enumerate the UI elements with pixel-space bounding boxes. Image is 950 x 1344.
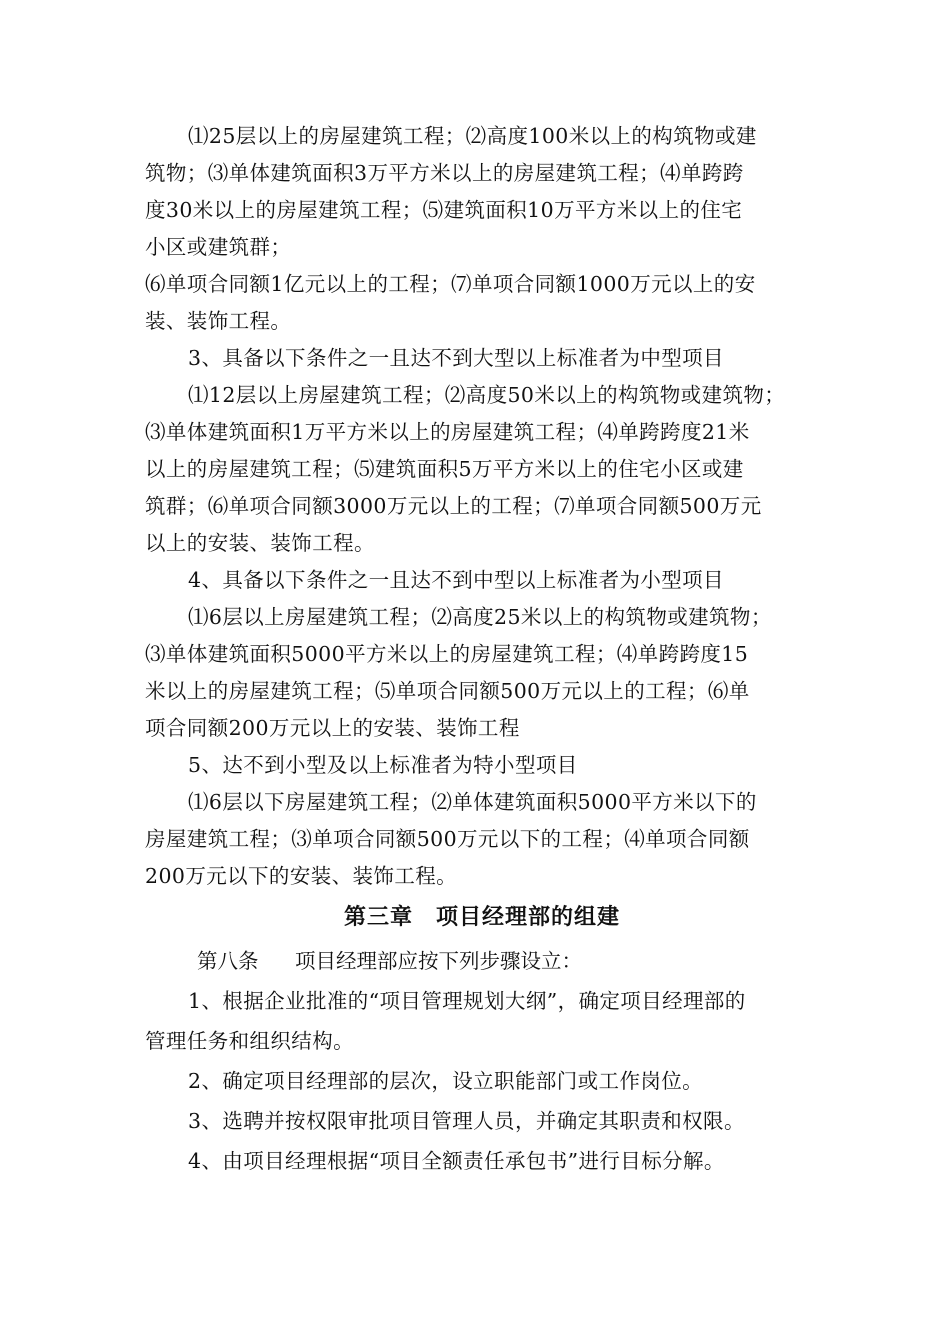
medium-criteria-line: 以上的安装、装饰工程。: [145, 531, 375, 555]
article-step: 1、根据企业批准的“项目管理规划大纲”，确定项目经理部的: [188, 989, 746, 1013]
document-body: [145, 118, 815, 1181]
article-step: 3、选聘并按权限审批项目管理人员，并确定其职责和权限。: [188, 1109, 745, 1133]
extra-small-criteria-line: 200万元以下的安装、装饰工程。: [145, 864, 458, 888]
small-project-heading: 4、具备以下条件之一且达不到中型以上标准者为小型项目: [188, 568, 724, 592]
large-criteria-line: 装、装饰工程。: [145, 309, 292, 333]
extra-small-criteria-line: 房屋建筑工程；⑶单项合同额500万元以下的工程；⑷单项合同额: [145, 827, 750, 851]
extra-small-criteria-line: ⑴6层以下房屋建筑工程；⑵单体建筑面积5000平方米以下的: [188, 790, 757, 814]
large-criteria-line: ⑹单项合同额1亿元以上的工程；⑺单项合同额1000万元以上的安: [145, 272, 756, 296]
extra-small-project-heading: 5、达不到小型及以上标准者为特小型项目: [188, 753, 578, 777]
article-step: 2、确定项目经理部的层次，设立职能部门或工作岗位。: [188, 1069, 704, 1093]
chapter-title: 第三章 项目经理部的组建: [343, 905, 620, 930]
medium-criteria-line: 以上的房屋建筑工程；⑸建筑面积5万平方米以上的住宅小区或建: [145, 457, 744, 481]
large-criteria-line: 度30米以上的房屋建筑工程；⑸建筑面积10万平方米以上的住宅: [145, 198, 743, 222]
article-number: 第八条: [197, 949, 259, 973]
article-step: 管理任务和组织结构。: [145, 1029, 354, 1053]
article-heading: [145, 941, 815, 981]
small-criteria-line: ⑶单体建筑面积5000平方米以上的房屋建筑工程；⑷单跨跨度15: [145, 642, 749, 666]
medium-project-heading: 3、具备以下条件之一且达不到大型以上标准者为中型项目: [188, 346, 724, 370]
small-criteria-line: ⑴6层以上房屋建筑工程；⑵高度25米以上的构筑物或建筑物；: [188, 605, 772, 629]
small-criteria-line: 项合同额200万元以上的安装、装饰工程: [145, 716, 520, 740]
article-text: 项目经理部应按下列步骤设立：: [295, 949, 582, 973]
large-criteria-line: 小区或建筑群；: [145, 235, 292, 259]
medium-criteria-line: ⑶单体建筑面积1万平方米以上的房屋建筑工程；⑷单跨跨度21米: [145, 420, 750, 444]
article-step: 4、由项目经理根据“项目全额责任承包书”进行目标分解。: [188, 1149, 725, 1173]
small-criteria-line: 米以上的房屋建筑工程；⑸单项合同额500万元以上的工程；⑹单: [145, 679, 750, 703]
large-criteria-line: 筑物；⑶单体建筑面积3万平方米以上的房屋建筑工程；⑷单跨跨: [145, 161, 744, 185]
medium-criteria-line: ⑴12层以上房屋建筑工程；⑵高度50米以上的构筑物或建筑物；: [188, 383, 786, 407]
large-criteria-line: ⑴25层以上的房屋建筑工程；⑵高度100米以上的构筑物或建: [188, 124, 757, 148]
medium-criteria-line: 筑群；⑹单项合同额3000万元以上的工程；⑺单项合同额500万元: [145, 494, 762, 518]
